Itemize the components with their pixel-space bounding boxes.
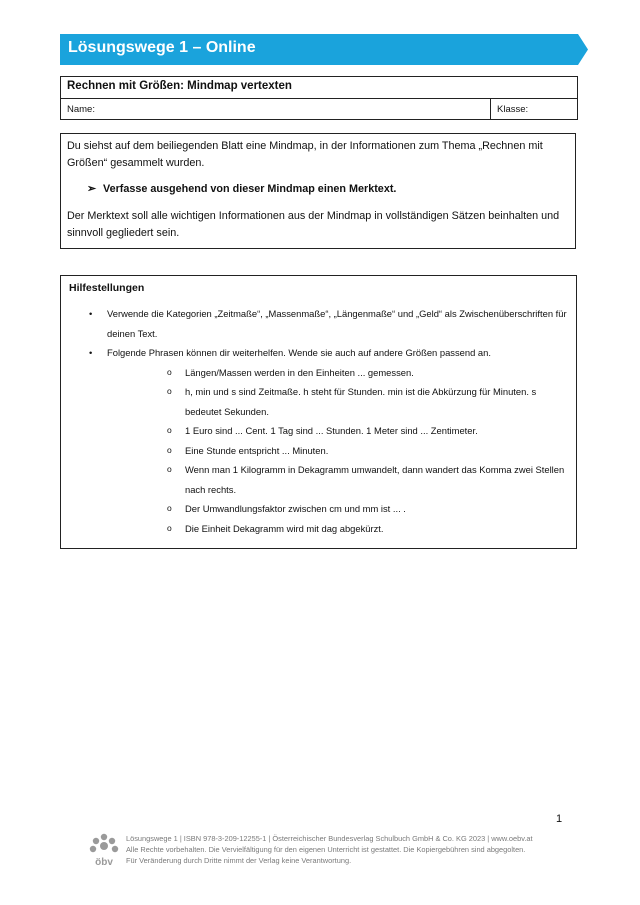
phrase-item: o h, min und s sind Zeitmaße. h steht für Stunden. min ist die Abkürzung für Minuten. s bedeutet Sekunden.: [107, 382, 568, 421]
footer-line-3: Für Veränderung durch Dritte nimmt der Verlag keine Verantwortung.: [126, 856, 352, 865]
phrase-item: o Wenn man 1 Kilogramm in Dekagramm umwandelt, dann wandert das Komma zwei Stellen nach rechts.: [107, 460, 568, 499]
help-bullet-phrases-text: Folgende Phrasen können dir weiterhelfen. Wende sie auch auf andere Größen passend an.: [107, 347, 491, 358]
help-bullet-categories: • Verwende die Kategorien „Zeitmaße“, „Massenmaße“, „Längenmaße“ und „Geld“ als Zwischenüberschriften für deinen Text.: [69, 304, 568, 343]
publisher-logo: [88, 832, 120, 868]
banner-title: Lösungswege 1 – Online: [68, 39, 256, 56]
footer: [126, 833, 566, 866]
header-banner: [60, 34, 588, 65]
worksheet-header-table: [60, 76, 578, 120]
logo-text: öbv: [95, 857, 113, 868]
help-heading: Hilfestellungen: [69, 282, 145, 294]
task-box: [60, 133, 576, 249]
page-number: 1: [556, 813, 563, 825]
task-instruction-text: Verfasse ausgehend von dieser Mindmap einen Merktext.: [103, 183, 397, 195]
task-instruction: [87, 181, 569, 198]
help-box: [60, 275, 577, 549]
task-requirement: Der Merktext soll alle wichtigen Informationen aus der Mindmap in vollständigen Sätzen beinhalten und sinnvoll gegliedert sein.: [67, 210, 560, 239]
name-class-row: [61, 99, 577, 120]
phrase-item: o Der Umwandlungsfaktor zwischen cm und mm ist ... .: [107, 499, 568, 519]
phrase-item: o 1 Euro sind ... Cent. 1 Tag sind ... Stunden. 1 Meter sind ... Zentimeter.: [107, 421, 568, 441]
footer-line-1: Lösungswege 1 | ISBN 978-3-209-12255-1 | Österreichischer Bundesverlag Schulbuch GmbH & Co. KG 2023 | www.oebv.at: [126, 834, 533, 843]
worksheet-title: Rechnen mit Größen: Mindmap vertexten: [61, 77, 577, 99]
arrow-bullet-icon: ➢: [87, 183, 97, 195]
phrase-item: o Längen/Massen werden in den Einheiten ... gemessen.: [107, 363, 568, 383]
phrase-item: o Die Einheit Dekagramm wird mit dag abgekürzt.: [107, 519, 568, 539]
help-bullet-phrases: [69, 343, 568, 538]
footer-line-2: Alle Rechte vorbehalten. Die Vervielfältigung für den eigenen Unterricht ist gestattet. Die Kopiergebühren sind abgegolten.: [126, 845, 526, 854]
help-list: [69, 304, 568, 538]
task-intro: Du siehst auf dem beiliegenden Blatt eine Mindmap, in der Informationen zum Thema „Rechnen mit Größen“ gesammelt wurden.: [67, 140, 543, 169]
name-label: Name:: [67, 104, 95, 115]
phrase-list: [107, 363, 568, 539]
class-label: Klasse:: [490, 99, 534, 120]
phrase-item: o Eine Stunde entspricht ... Minuten.: [107, 441, 568, 461]
